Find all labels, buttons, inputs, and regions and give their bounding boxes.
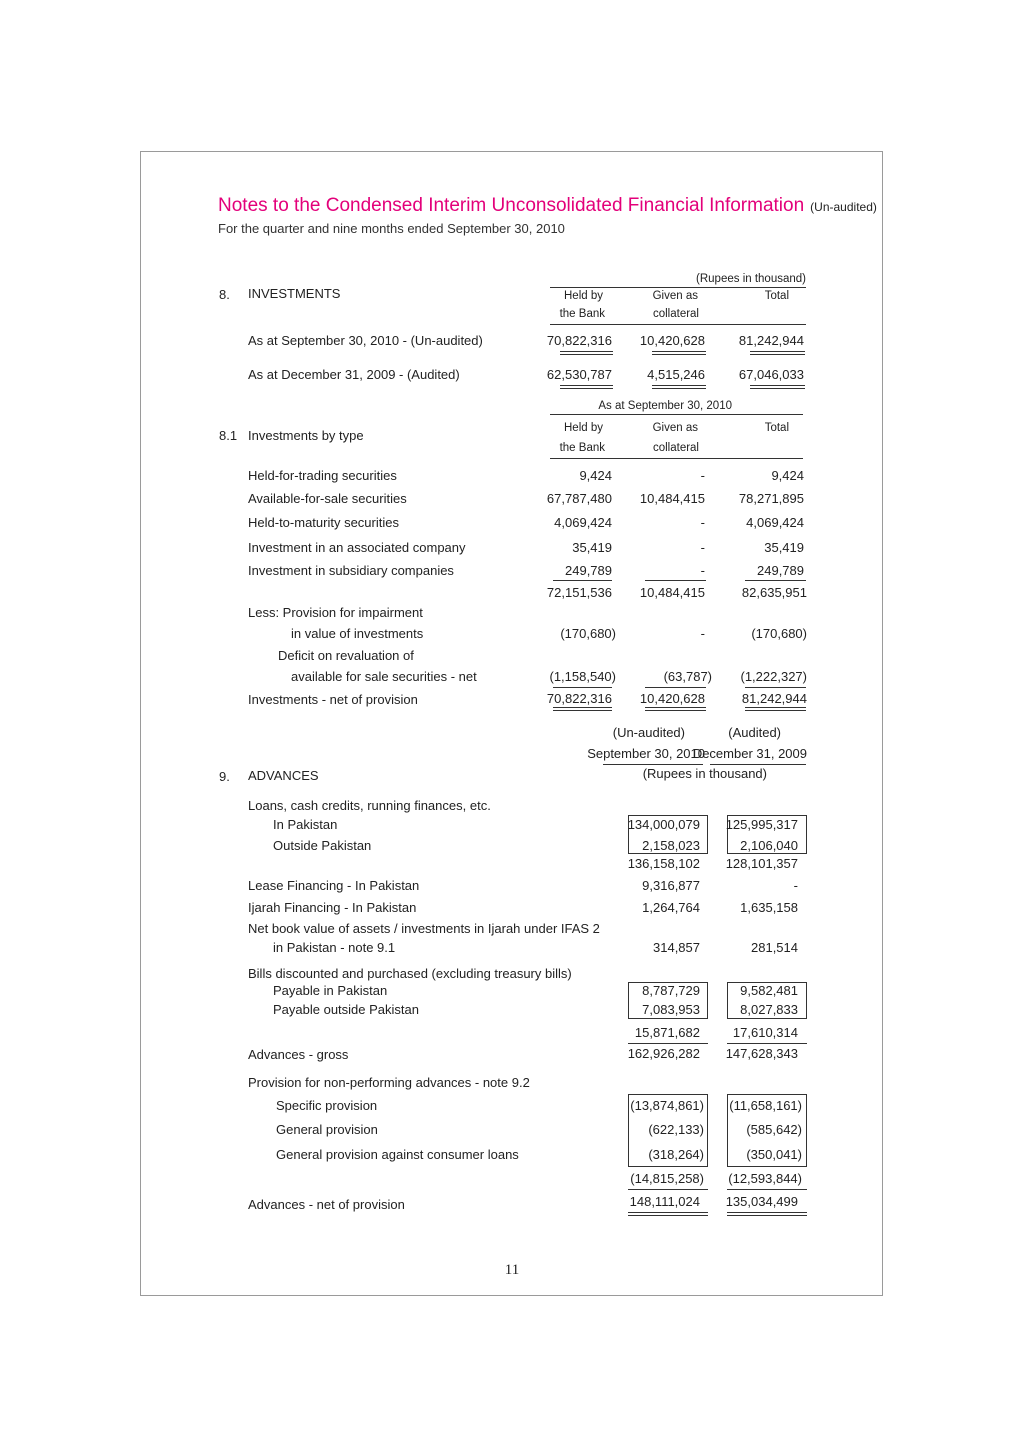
column-header: (Un-audited): [612, 725, 685, 740]
cell: (170,680): [560, 626, 616, 641]
cell: 35,419: [764, 540, 804, 555]
cell: (63,787): [663, 669, 712, 684]
rule: [550, 324, 806, 325]
cell: 249,789: [757, 563, 804, 578]
cell: 10,484,415: [639, 491, 705, 506]
page-subtitle: For the quarter and nine months ended September 30, 2010: [218, 221, 565, 236]
row-label: Investment in an associated company: [248, 540, 466, 555]
double-rule: [628, 1212, 708, 1216]
rule: [745, 580, 806, 581]
cell: (585,642): [746, 1122, 802, 1137]
row-label: Held-to-maturity securities: [248, 515, 399, 530]
cell: 10,420,628: [639, 333, 705, 348]
section-heading: Investments by type: [248, 428, 364, 443]
total-cell: 81,242,944: [741, 691, 807, 706]
cell: 249,789: [565, 563, 612, 578]
cell: (318,264): [648, 1147, 704, 1162]
column-header: Given as: [652, 422, 698, 434]
double-rule: [560, 351, 613, 355]
row-label: Loans, cash credits, running finances, etc.: [248, 798, 491, 813]
cell: (1,222,327): [740, 669, 807, 684]
rule: [603, 764, 703, 765]
subtotal-cell: 10,484,415: [639, 585, 705, 600]
cell: 8,027,833: [740, 1002, 798, 1017]
cell: -: [700, 540, 705, 555]
double-rule: [652, 351, 706, 355]
column-header: Total: [764, 422, 789, 434]
double-rule: [553, 707, 612, 711]
cell: 314,857: [653, 940, 700, 955]
page-title: Notes to the Condensed Interim Unconsolidated Financial Information (Un-audited): [218, 195, 877, 216]
subtotal-cell: 82,635,951: [741, 585, 807, 600]
cell: -: [700, 515, 705, 530]
cell: 2,158,023: [642, 838, 700, 853]
row-label: Outside Pakistan: [273, 838, 372, 853]
column-header: September 30, 2010: [587, 746, 705, 761]
row-label: Payable in Pakistan: [273, 983, 388, 998]
units-label: (Rupees in thousand): [642, 766, 767, 781]
cell: 35,419: [572, 540, 612, 555]
row-label: Net book value of assets / investments in Ijarah under IFAS 2: [248, 921, 600, 936]
cell: 81,242,944: [738, 333, 804, 348]
row-label: Held-for-trading securities: [248, 468, 397, 483]
rule: [550, 414, 803, 415]
cell: 162,926,282: [627, 1046, 700, 1061]
cell: 1,264,764: [642, 900, 700, 915]
row-label: in Pakistan - note 9.1: [273, 940, 396, 955]
subtotal-cell: (12,593,844): [728, 1171, 802, 1186]
subtotal-cell: 72,151,536: [546, 585, 612, 600]
rule: [727, 1189, 807, 1190]
section-heading: ADVANCES: [248, 768, 319, 783]
cell: (13,874,861): [630, 1098, 704, 1113]
cell: -: [700, 626, 705, 641]
cell: 281,514: [751, 940, 798, 955]
double-rule: [727, 1212, 807, 1216]
row-label: Lease Financing - In Pakistan: [248, 878, 420, 893]
column-header: collateral: [652, 442, 699, 454]
cell: 70,822,316: [546, 333, 612, 348]
row-label: Available-for-sale securities: [248, 491, 407, 506]
total-cell: 70,822,316: [546, 691, 612, 706]
double-rule: [560, 385, 613, 389]
cell: 125,995,317: [725, 817, 798, 832]
cell: 4,069,424: [554, 515, 612, 530]
row-label: Ijarah Financing - In Pakistan: [248, 900, 417, 915]
subtotal-cell: 15,871,682: [634, 1025, 700, 1040]
column-header: December 31, 2009: [692, 746, 807, 761]
rule: [727, 1043, 807, 1044]
total-cell: 148,111,024: [629, 1194, 700, 1209]
section-number: 9.: [219, 769, 230, 784]
subtotal-cell: 128,101,357: [725, 856, 798, 871]
cell: 9,424: [771, 468, 804, 483]
period-header: As at September 30, 2010: [598, 400, 732, 412]
cell: 2,106,040: [740, 838, 798, 853]
row-label: Advances - gross: [248, 1047, 349, 1062]
cell: 9,316,877: [642, 878, 700, 893]
row-label: Specific provision: [276, 1098, 378, 1113]
row-label: Advances - net of provision: [248, 1197, 405, 1212]
cell: -: [793, 878, 798, 893]
cell: 78,271,895: [738, 491, 804, 506]
rule: [553, 580, 612, 581]
double-rule: [652, 385, 706, 389]
cell: 67,046,033: [738, 367, 804, 382]
row-label: available for sale securities - net: [291, 669, 477, 684]
cell: 62,530,787: [546, 367, 612, 382]
cell: 1,635,158: [740, 900, 798, 915]
column-header: Held by: [564, 290, 603, 302]
cell: (622,133): [648, 1122, 704, 1137]
total-cell: 10,420,628: [639, 691, 705, 706]
double-rule: [750, 351, 805, 355]
cell: 9,582,481: [740, 983, 798, 998]
rule: [550, 458, 803, 459]
units-label: (Rupees in thousand): [696, 273, 806, 285]
column-header: Held by: [564, 422, 603, 434]
subtotal-cell: 136,158,102: [627, 856, 700, 871]
row-label: Less: Provision for impairment: [248, 605, 423, 620]
cell: 7,083,953: [642, 1002, 700, 1017]
cell: (1,158,540): [549, 669, 616, 684]
cell: 8,787,729: [642, 983, 700, 998]
row-label: General provision: [276, 1122, 378, 1137]
cell: (350,041): [746, 1147, 802, 1162]
column-header: the Bank: [559, 308, 605, 320]
section-number: 8.1: [219, 428, 238, 443]
subtotal-cell: (14,815,258): [630, 1171, 704, 1186]
cell: (11,658,161): [729, 1098, 802, 1113]
title-suffix: (Un-audited): [810, 200, 877, 214]
cell: -: [700, 563, 705, 578]
rule: [628, 1043, 708, 1044]
row-label: Investments - net of provision: [248, 692, 418, 707]
cell: 4,069,424: [746, 515, 804, 530]
row-label: in value of investments: [291, 626, 424, 641]
row-label: Payable outside Pakistan: [273, 1002, 419, 1017]
double-rule: [750, 385, 805, 389]
column-header: Total: [764, 290, 789, 302]
column-header: (Audited): [728, 725, 781, 740]
rule: [745, 687, 806, 688]
double-rule: [645, 707, 706, 711]
column-header: Given as: [652, 290, 698, 302]
cell: 134,000,079: [627, 817, 700, 832]
rule: [710, 764, 806, 765]
cell: (170,680): [751, 626, 807, 641]
row-label: As at December 31, 2009 - (Audited): [248, 367, 460, 382]
row-label: Investment in subsidiary companies: [248, 563, 454, 578]
row-label: As at September 30, 2010 - (Un-audited): [248, 333, 483, 348]
row-label: General provision against consumer loans: [276, 1147, 519, 1162]
row-label: Deficit on revaluation of: [278, 648, 414, 663]
section-heading: INVESTMENTS: [248, 286, 341, 301]
section-number: 8.: [219, 287, 230, 302]
cell: 4,515,246: [647, 367, 705, 382]
row-label: In Pakistan: [273, 817, 338, 832]
rule: [553, 687, 612, 688]
rule: [645, 580, 706, 581]
rule: [628, 1189, 708, 1190]
row-label: Provision for non-performing advances - note 9.2: [248, 1075, 530, 1090]
cell: 9,424: [579, 468, 612, 483]
cell: 147,628,343: [725, 1046, 798, 1061]
cell: 67,787,480: [546, 491, 612, 506]
double-rule: [745, 707, 806, 711]
total-cell: 135,034,499: [725, 1194, 798, 1209]
row-label: Bills discounted and purchased (excluding treasury bills): [248, 966, 572, 981]
page-number: 11: [504, 1262, 520, 1278]
rule: [645, 687, 706, 688]
column-header: collateral: [652, 308, 699, 320]
cell: -: [700, 468, 705, 483]
column-header: the Bank: [559, 442, 605, 454]
subtotal-cell: 17,610,314: [732, 1025, 798, 1040]
